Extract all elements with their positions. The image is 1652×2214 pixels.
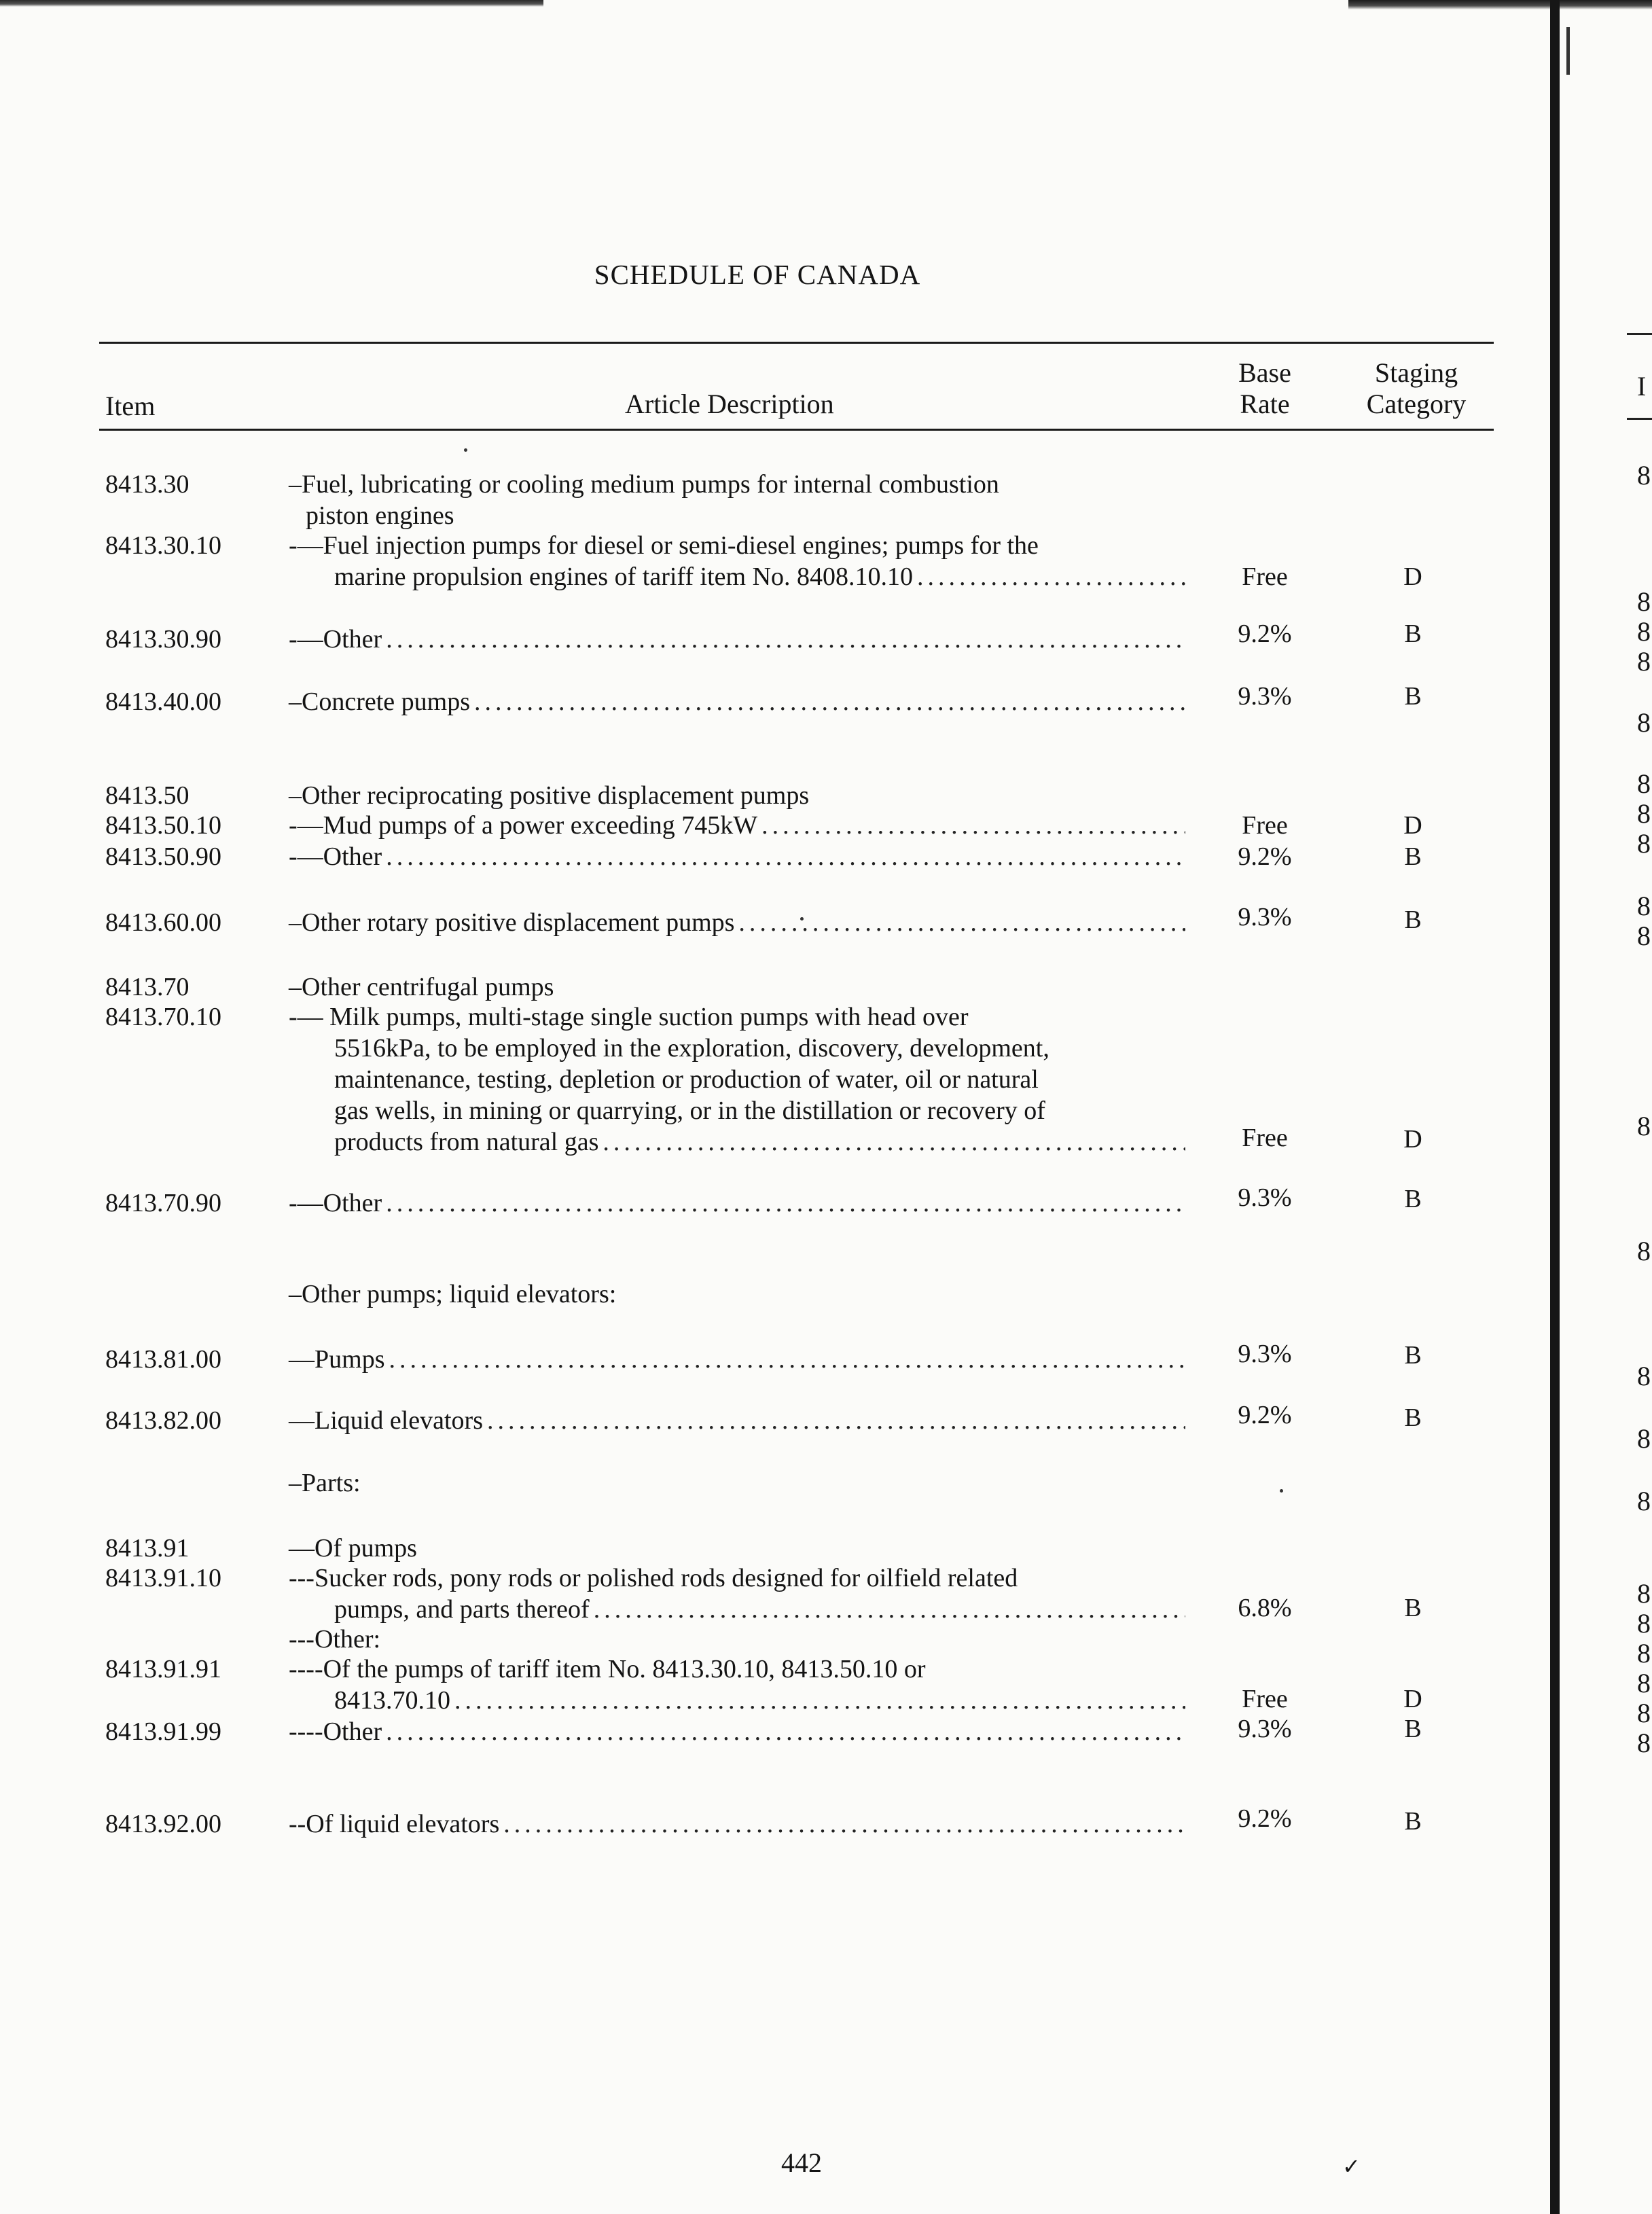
article-description: –Concrete pumps ..... — [289, 686, 1185, 717]
item-code: 8413.60.00 — [105, 908, 221, 937]
article-description: —Pumps ..... — [289, 1344, 1185, 1375]
staging-category: B — [1404, 842, 1422, 871]
margin-glyph: 8 — [1637, 828, 1651, 859]
article-description: —Liquid elevators ..... — [289, 1405, 1185, 1436]
base-rate: 9.3% — [1238, 682, 1292, 711]
base-rate: 9.2% — [1238, 1401, 1292, 1429]
margin-glyph: 8 — [1637, 1486, 1651, 1516]
scan-speck — [1280, 1489, 1283, 1493]
header-item: Item — [105, 391, 156, 421]
header-staging-category: Staging Category — [1366, 357, 1467, 419]
margin-glyph: 8 — [1637, 768, 1651, 799]
item-code: 8413.92.00 — [105, 1810, 221, 1838]
margin-glyph: 8 — [1637, 1578, 1651, 1609]
table-header-rule — [99, 429, 1494, 431]
margin-glyph: 8 — [1637, 1111, 1651, 1141]
base-rate: 9.3% — [1238, 903, 1292, 931]
margin-glyph: 8 — [1637, 586, 1651, 617]
staging-category: B — [1404, 1341, 1422, 1370]
staging-category: B — [1404, 1185, 1422, 1213]
margin-glyph: 8 — [1637, 646, 1651, 677]
staging-category: D — [1403, 1685, 1422, 1713]
item-code: 8413.70.10 — [105, 1003, 221, 1031]
base-rate: Free — [1242, 563, 1288, 591]
margin-glyph: 8 — [1637, 616, 1651, 647]
base-rate: Free — [1242, 1685, 1288, 1713]
article-description: --Of liquid elevators ..... — [289, 1808, 1185, 1840]
item-code: 8413.91.91 — [105, 1655, 221, 1683]
article-description: -—Other ..... — [289, 1188, 1185, 1219]
item-code: 8413.50.10 — [105, 811, 221, 840]
item-code: 8413.40.00 — [105, 688, 221, 716]
header-article-description: Article Description — [625, 389, 834, 419]
margin-glyph: 8 — [1637, 1668, 1651, 1698]
staging-category: B — [1404, 682, 1422, 711]
article-description: —Of pumps — [289, 1534, 417, 1563]
margin-glyph: 8 — [1637, 1361, 1651, 1391]
staging-category: B — [1404, 620, 1422, 648]
margin-glyph: 8 — [1637, 921, 1651, 951]
margin-glyph: 8 — [1637, 891, 1651, 921]
page-title: SCHEDULE OF CANADA — [594, 259, 921, 290]
article-description: ----Other ..... — [289, 1716, 1185, 1747]
staging-category: D — [1403, 811, 1422, 840]
article-description: ----Of the pumps of tariff item No. 8413.30.10, 8413.50.10 or 8413.70.10 ..... — [289, 1654, 1185, 1716]
scan-mark: ✓ — [1342, 2154, 1361, 2179]
margin-glyph: 8 — [1637, 707, 1651, 738]
article-description: -—Mud pumps of a power exceeding 745kW ..... — [289, 810, 1185, 841]
article-description: –Parts: — [289, 1469, 361, 1497]
margin-glyph: 8 — [1637, 460, 1651, 490]
item-code: 8413.70 — [105, 973, 190, 1001]
item-code: 8413.70.90 — [105, 1189, 221, 1217]
base-rate: 9.3% — [1238, 1715, 1292, 1743]
base-rate: 9.3% — [1238, 1340, 1292, 1368]
article-description: ---Sucker rods, pony rods or polished rods designed for oilfield related pumps, and parts thereof ..... — [289, 1563, 1185, 1625]
base-rate: 9.2% — [1238, 620, 1292, 648]
item-code: 8413.30 — [105, 470, 190, 499]
book-spine-edge — [1550, 0, 1560, 2214]
staging-category: D — [1403, 1125, 1422, 1154]
margin-glyph: 8 — [1637, 798, 1651, 829]
article-description: –Other rotary positive displacement pumps ..... — [289, 907, 1185, 938]
margin-glyph: 8 — [1637, 1236, 1651, 1266]
article-description: ---Other: — [289, 1625, 381, 1654]
staging-category: B — [1404, 1807, 1422, 1836]
margin-glyph: 8 — [1637, 1423, 1651, 1454]
staging-category: B — [1404, 906, 1422, 934]
scan-speck — [464, 448, 467, 452]
item-code: 8413.91 — [105, 1534, 190, 1563]
book-spine-mark — [1566, 27, 1570, 75]
article-description: –Other reciprocating positive displacement pumps — [289, 781, 810, 810]
article-description: -—Other ..... — [289, 624, 1185, 655]
margin-glyph: 8 — [1637, 1728, 1651, 1758]
item-code: 8413.50.90 — [105, 842, 221, 871]
item-code: 8413.91.99 — [105, 1717, 221, 1746]
margin-rule — [1627, 333, 1652, 335]
article-description: -—Fuel injection pumps for diesel or semi-diesel engines; pumps for the marine propulsion engines of tariff item No. 8408.10.10 ..... — [289, 530, 1185, 592]
article-description: –Other centrifugal pumps — [289, 973, 554, 1001]
scan-edge-shadow-right — [1348, 0, 1652, 10]
item-code: 8413.82.00 — [105, 1406, 221, 1435]
item-code: 8413.50 — [105, 781, 190, 810]
base-rate: 9.2% — [1238, 1804, 1292, 1833]
scan-edge-shadow — [0, 0, 543, 7]
article-description: –Fuel, lubricating or cooling medium pumps for internal combustion piston engines — [289, 470, 999, 530]
margin-letter: I — [1637, 371, 1647, 401]
article-description: -— Milk pumps, multi-stage single suction pumps with head over 5516kPa, to be employed in the exploration, discovery, development, maintenance, testing, depletion or production of water, oil or natural gas wells, in mining or quarrying, or in the distillation or recovery of products from natural gas ..... — [289, 1001, 1185, 1158]
base-rate: Free — [1242, 1124, 1288, 1152]
table-top-rule — [99, 342, 1494, 344]
margin-glyph: 8 — [1637, 1698, 1651, 1728]
staging-category: B — [1404, 1715, 1422, 1743]
staging-category: B — [1404, 1404, 1422, 1432]
staging-category: B — [1404, 1594, 1422, 1622]
base-rate: 9.3% — [1238, 1183, 1292, 1212]
article-description: -—Other ..... — [289, 841, 1185, 872]
margin-rule — [1627, 418, 1652, 420]
base-rate: 9.2% — [1238, 842, 1292, 871]
page-number: 442 — [781, 2147, 822, 2178]
item-code: 8413.81.00 — [105, 1345, 221, 1374]
base-rate: Free — [1242, 811, 1288, 840]
margin-glyph: 8 — [1637, 1638, 1651, 1668]
header-base-rate: Base Rate — [1238, 357, 1291, 419]
base-rate: 6.8% — [1238, 1594, 1292, 1622]
staging-category: D — [1403, 563, 1422, 591]
item-code: 8413.30.10 — [105, 531, 221, 560]
article-description: –Other pumps; liquid elevators: — [289, 1280, 617, 1308]
margin-glyph: 8 — [1637, 1608, 1651, 1639]
item-code: 8413.91.10 — [105, 1564, 221, 1592]
item-code: 8413.30.90 — [105, 625, 221, 654]
